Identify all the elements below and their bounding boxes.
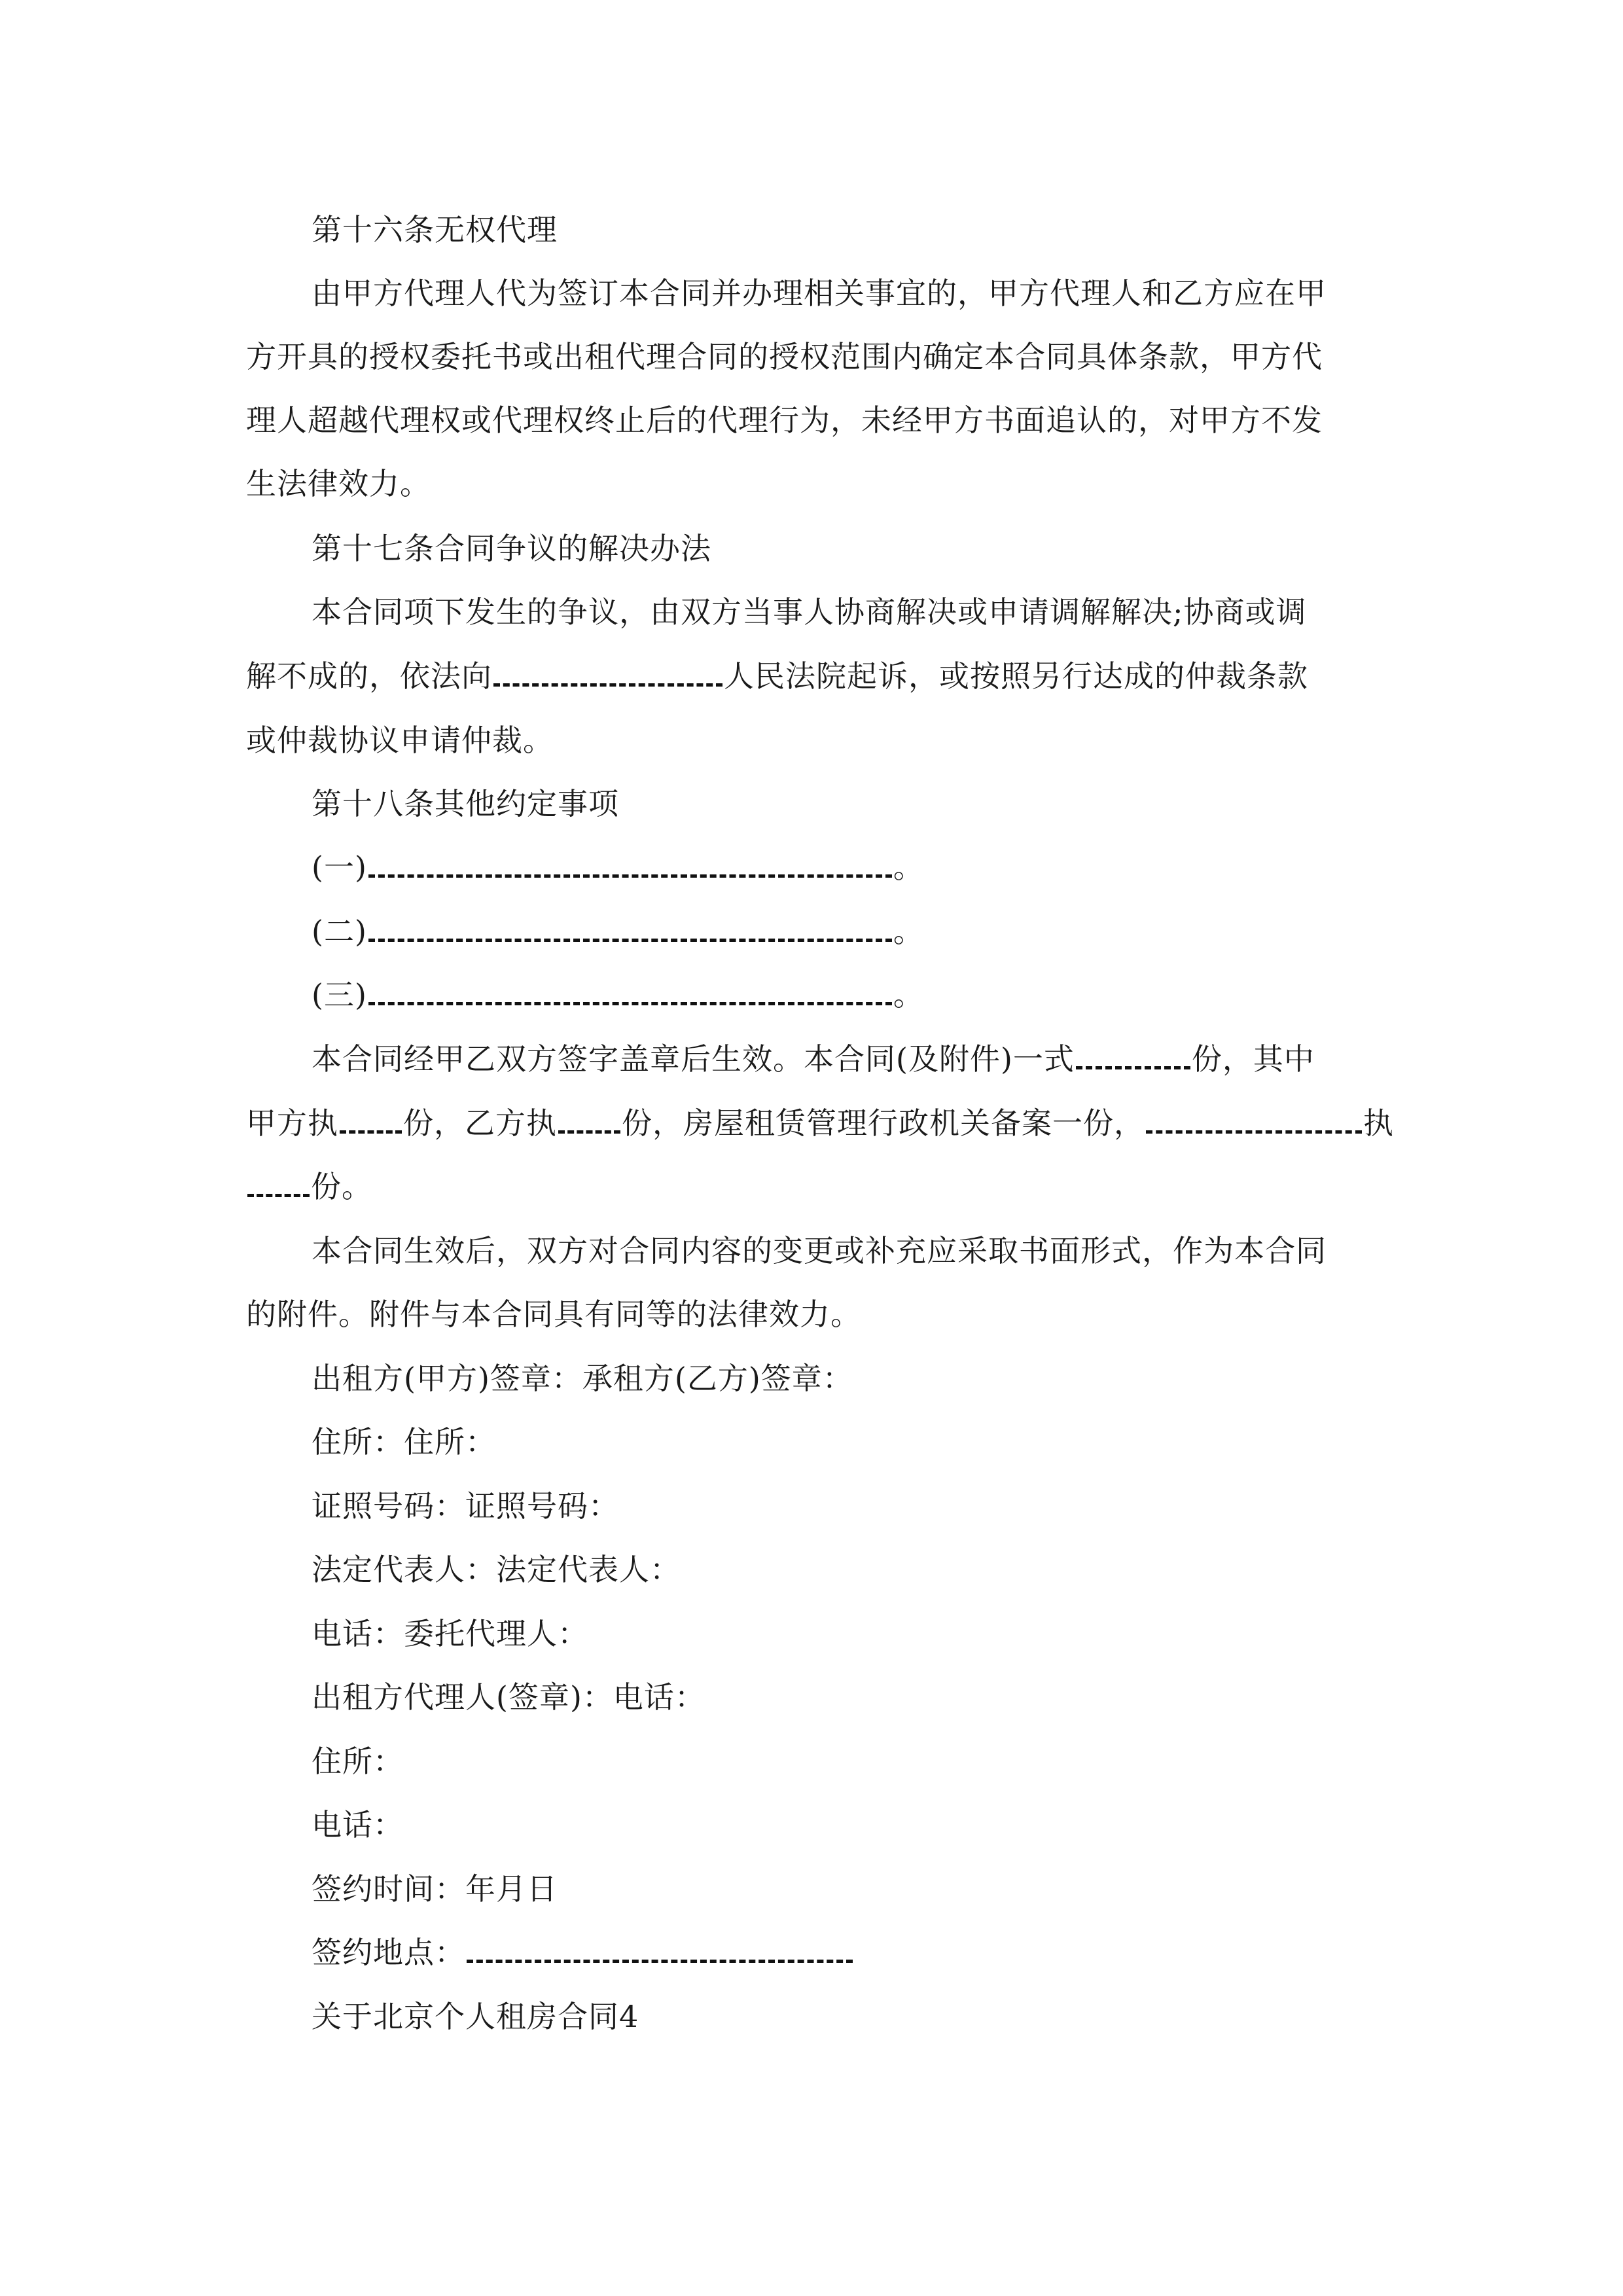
court-name-blank[interactable] xyxy=(493,658,722,687)
article18-item1 xyxy=(312,849,924,886)
copies-total-blank[interactable] xyxy=(1076,1041,1190,1069)
article18-item2 xyxy=(312,913,924,950)
effect-line2-a: 甲方执 xyxy=(246,1105,338,1141)
item3-blank[interactable] xyxy=(368,977,892,1005)
party-b-copies-blank[interactable] xyxy=(558,1105,620,1134)
signature-legal-rep: 法定代表人：法定代表人： xyxy=(312,1552,681,1587)
article16-title: 第十六条无权代理 xyxy=(312,212,558,247)
signature-phone-2: 电话： xyxy=(312,1807,404,1842)
item2-label: (二) xyxy=(312,914,367,949)
next-contract-title: 关于北京个人租房合同4 xyxy=(312,1999,639,2034)
item3-label: (三) xyxy=(312,977,367,1013)
signature-id-number: 证照号码：证照号码： xyxy=(312,1488,619,1524)
effect-line2 xyxy=(246,1105,1394,1141)
signature-address-2: 住所： xyxy=(312,1744,404,1779)
amend-line2: 的附件。附件与本合同具有同等的法律效力。 xyxy=(246,1297,861,1332)
item2-end: 。 xyxy=(893,914,924,949)
article16-text-line2: 方开具的授权委托书或出租代理合同的授权范围内确定本合同具体条款，甲方代 xyxy=(246,339,1323,374)
article17-text-line1: 本合同项下发生的争议，由双方当事人协商解决或申请调解解决;协商或调 xyxy=(312,594,1307,630)
amend-line1: 本合同生效后，双方对合同内容的变更或补充应采取书面形式，作为本合同 xyxy=(312,1233,1327,1268)
signature-parties: 出租方(甲方)签章：承租方(乙方)签章： xyxy=(312,1361,853,1396)
item1-blank[interactable] xyxy=(368,850,892,878)
signing-place-label: 签约地点： xyxy=(312,1935,465,1970)
signing-place-blank[interactable] xyxy=(467,1935,853,1963)
article18-title: 第十八条其他约定事项 xyxy=(312,786,619,821)
effect-line1-b: 份，其中 xyxy=(1191,1041,1315,1077)
article16-text-line3: 理人超越代理权或代理权终止后的代理行为，未经甲方书面追认的，对甲方不发 xyxy=(246,403,1323,438)
item2-blank[interactable] xyxy=(368,914,892,942)
signature-phone-agent: 电话：委托代理人： xyxy=(312,1616,588,1651)
article17-text-line3: 或仲裁协议申请仲裁。 xyxy=(246,723,554,758)
article17-text-line2-b: 人民法院起诉，或按照另行达成的仲裁条款 xyxy=(724,658,1308,694)
item3-end: 。 xyxy=(893,977,924,1013)
effect-line1-a: 本合同经甲乙双方签字盖章后生效。本合同(及附件)一式 xyxy=(312,1041,1075,1077)
other-holder-blank[interactable] xyxy=(1146,1105,1362,1134)
signing-place xyxy=(312,1934,854,1971)
effect-line2-b: 份，乙方执 xyxy=(403,1105,557,1141)
article17-title: 第十七条合同争议的解决办法 xyxy=(312,531,711,566)
other-copies-blank[interactable] xyxy=(247,1169,310,1197)
signature-address: 住所：住所： xyxy=(312,1424,496,1460)
party-a-copies-blank[interactable] xyxy=(340,1105,402,1134)
article17-text-line2-a: 解不成的，依法向 xyxy=(246,658,492,694)
signing-date: 签约时间：年月日 xyxy=(312,1871,558,1907)
article18-item3 xyxy=(312,977,924,1013)
signature-lessor-agent: 出租方代理人(签章)：电话： xyxy=(312,1679,705,1715)
effect-line2-c: 份，房屋租赁管理行政机关备案一份， xyxy=(622,1105,1145,1141)
article16-text-line1: 由甲方代理人代为签订本合同并办理相关事宜的，甲方代理人和乙方应在甲 xyxy=(312,276,1327,311)
effect-line3-text: 份。 xyxy=(311,1169,372,1204)
effect-line1 xyxy=(312,1041,1315,1077)
effect-line2-d: 执 xyxy=(1363,1105,1394,1141)
item1-end: 。 xyxy=(893,850,924,885)
item1-label: (一) xyxy=(312,850,367,885)
article17-text-line2 xyxy=(246,658,1308,694)
article16-text-line4: 生法律效力。 xyxy=(246,466,431,501)
effect-line3 xyxy=(246,1168,372,1205)
